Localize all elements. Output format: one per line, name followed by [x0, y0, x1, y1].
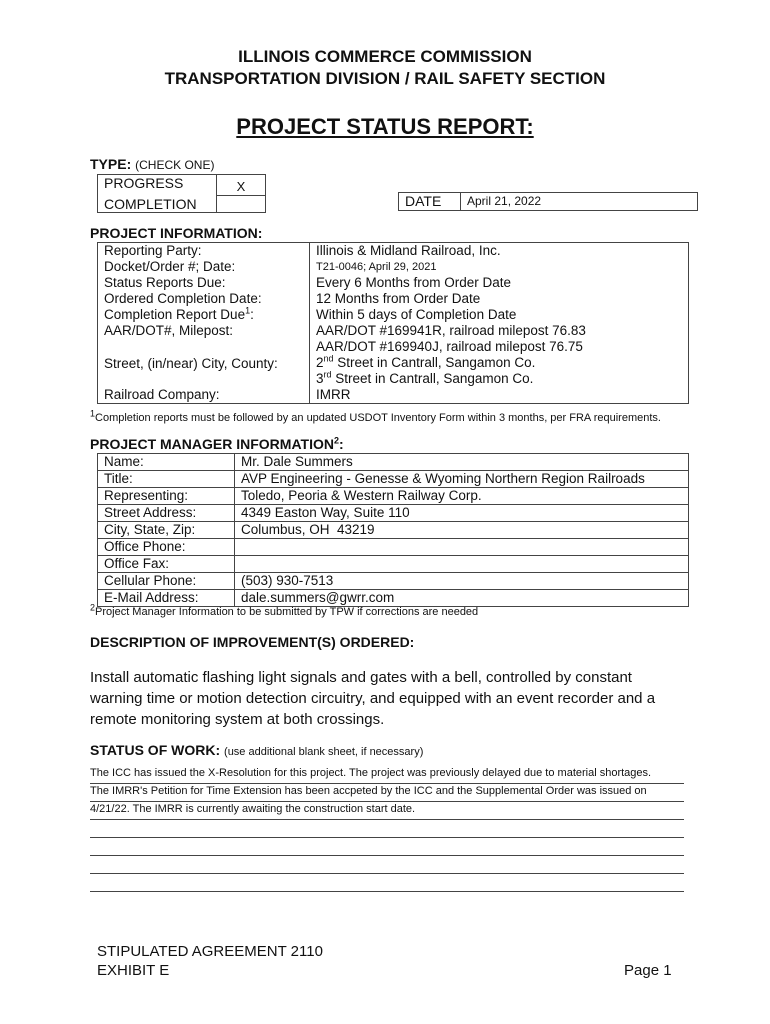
status-line[interactable]: [90, 855, 684, 874]
pm-value: [235, 556, 689, 573]
pi-label: Docket/Order #; Date:: [98, 259, 310, 275]
pm-value: Mr. Dale Summers: [235, 454, 689, 471]
pm-label: City, State, Zip:: [98, 522, 235, 539]
pm-value: Columbus, OH 43219: [235, 522, 689, 539]
pm-label: Cellular Phone:: [98, 573, 235, 590]
type-table: [97, 174, 266, 213]
project-info-heading: PROJECT INFORMATION:: [90, 225, 263, 241]
status-line[interactable]: [90, 873, 684, 892]
status-line[interactable]: [90, 819, 684, 838]
pi-value: 12 Months from Order Date: [310, 291, 689, 307]
pi-value: T21-0046; April 29, 2021: [310, 259, 689, 275]
pi-label: Ordered Completion Date:: [98, 291, 310, 307]
pi-value-streets: [310, 355, 689, 387]
manager-info-footnote: $^2$Project Manager Information to be submitted by TPW if corrections are needed: [90, 602, 479, 618]
type-option-progress: PROGRESS: [98, 175, 217, 196]
pm-label: Representing:: [98, 488, 235, 505]
pi-value-line: AAR/DOT #169941R, railroad milepost 76.83: [316, 323, 586, 338]
pm-label: Name:: [98, 454, 235, 471]
pm-value: [235, 539, 689, 556]
pm-label: Office Phone:: [98, 539, 235, 556]
type-hint: (CHECK ONE): [135, 158, 215, 172]
type-mark-completion[interactable]: [217, 196, 266, 213]
type-option-completion: COMPLETION: [98, 196, 217, 213]
manager-info-heading: PROJECT MANAGER INFORMATION$^2$:: [90, 435, 344, 452]
pi-value: Illinois & Midland Railroad, Inc.: [310, 243, 689, 260]
pi-value: Within 5 days of Completion Date: [310, 307, 689, 323]
pm-value: AVP Engineering - Genesse & Wyoming Northern Region Railroads: [235, 471, 689, 488]
type-label: TYPE:: [90, 156, 132, 172]
type-mark-progress[interactable]: X: [217, 175, 266, 196]
pm-value: (503) 930-7513: [235, 573, 689, 590]
footer-agreement: STIPULATED AGREEMENT 2110: [97, 943, 323, 960]
pi-value-crossings: [310, 323, 689, 355]
pi-label: Street, (in/near) City, County:: [98, 355, 310, 387]
status-hint: (use additional blank sheet, if necessary): [224, 746, 424, 758]
pi-value-line: 2nd Street in Cantrall, Sangamon Co.: [316, 353, 536, 370]
pi-value: Every 6 Months from Order Date: [310, 275, 689, 291]
project-info-table: [97, 242, 689, 404]
date-value[interactable]: April 21, 2022: [461, 193, 698, 211]
pm-value: 4349 Easton Way, Suite 110: [235, 505, 689, 522]
status-heading: STATUS OF WORK: (use additional blank sheet, if necessary): [90, 742, 424, 758]
manager-info-table: [97, 453, 689, 607]
description-text: Install automatic flashing light signals and gates with a bell, controlled by constant warning time or motion detection circuitry, and equipped with an event recorder and a remote monitoring system at both crossings.: [90, 669, 656, 728]
pi-label: Status Reports Due:: [98, 275, 310, 291]
project-info-footnote: $^1$Completion reports must be followed by an updated USDOT Inventory Form within 3 months, per FRA requirements.: [90, 408, 661, 424]
pm-label: E-Mail Address:: [98, 590, 235, 607]
page-title: PROJECT STATUS REPORT:: [236, 114, 534, 139]
date-label: DATE: [399, 193, 461, 211]
pi-label: AAR/DOT#, Milepost:: [98, 323, 310, 355]
pm-label: Street Address:: [98, 505, 235, 522]
pm-label: Office Fax:: [98, 556, 235, 573]
status-line[interactable]: 4/21/22. The IMRR is currently awaiting the construction start date.: [90, 801, 684, 820]
status-line[interactable]: The ICC has issued the X-Resolution for this project. The project was previously delayed due to material shortages.: [90, 765, 684, 784]
pm-value: Toledo, Peoria & Western Railway Corp.: [235, 488, 689, 505]
pi-label: Railroad Company:: [98, 387, 310, 404]
pi-label: Reporting Party:: [98, 243, 310, 260]
description-heading: DESCRIPTION OF IMPROVEMENT(S) ORDERED:: [90, 634, 415, 650]
date-table: [398, 192, 698, 211]
header-line-2: TRANSPORTATION DIVISION / RAIL SAFETY SECTION: [164, 69, 606, 88]
header-line-1: ILLINOIS COMMERCE COMMISSION: [238, 47, 532, 66]
status-line[interactable]: The IMRR's Petition for Time Extension has been accpeted by the ICC and the Supplemental Order was issued on: [90, 783, 684, 802]
pi-value: IMRR: [310, 387, 689, 404]
pm-label: Title:: [98, 471, 235, 488]
page-number: Page 1: [624, 962, 672, 979]
pi-value-line: 3rd Street in Cantrall, Sangamon Co.: [316, 369, 534, 386]
status-line[interactable]: [90, 837, 684, 856]
pi-label-completion-due: Completion Report Due$^1$:: [98, 307, 310, 323]
pi-value-line: AAR/DOT #169940J, railroad milepost 76.75: [316, 339, 583, 354]
footer-exhibit: EXHIBIT E: [97, 962, 170, 979]
pm-value: dale.summers@gwrr.com: [235, 590, 689, 607]
type-heading: [90, 156, 214, 172]
